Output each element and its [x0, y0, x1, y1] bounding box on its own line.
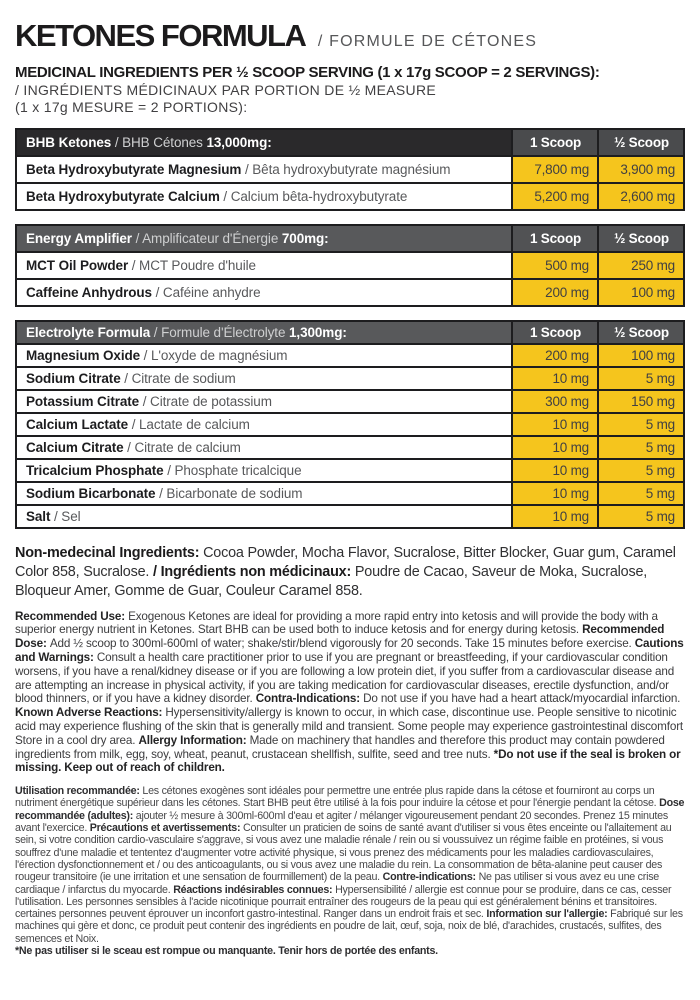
value-cell-half-scoop: 2,600 mg	[598, 183, 684, 210]
medicinal-ingredients-heading-fr: / INGRÉDIENTS MÉDICINAUX PAR PORTION DE ½ MEASURE	[15, 82, 437, 99]
value-cell-1-scoop: 10 mg	[512, 436, 598, 459]
ingredient-name-cell: Tricalcium Phosphate / Phosphate tricalcique	[16, 459, 512, 482]
table-header-row	[16, 129, 684, 156]
table-header-row	[16, 225, 684, 252]
value-cell-half-scoop: 100 mg	[598, 279, 684, 306]
value-cell-half-scoop: 5 mg	[598, 505, 684, 528]
ingredient-name-cell: Potassium Citrate / Citrate de potassium	[16, 390, 512, 413]
table-row	[16, 183, 684, 210]
value-cell-half-scoop: 5 mg	[598, 482, 684, 505]
table-row	[16, 156, 684, 183]
ingredients-table-energy	[15, 224, 685, 307]
ingredient-name-cell: Magnesium Oxide / L'oxyde de magnésium	[16, 344, 512, 367]
table-row	[16, 279, 684, 306]
value-cell-1-scoop: 200 mg	[512, 344, 598, 367]
french-directions-text: Utilisation recommandée: Les cétones exogènes sont idéales pour permettre une entrée plus rapide dans la cétose et fourniront au corps un nutriment énergétique supérieur dans les cétones. Start BHB peut être utilisé à la fois pour induire la cétose et pour l'énergie pendant la cétose. Dose recommandée (adultes): ajouter ½ mesure à 300ml-600ml d'eau et agiter / mélanger vigoureusement pendant 20 secondes. Prenez 15 minutes avant l'exercice. Précautions et avertissements: Consulter un praticien de soins de santé avant d'utiliser si vous êtes enceinte ou l'allaitement au sein, si votre condition cardio-vasculaire s'aggrave, si vous avez une maladie rénale / rein ou si voussuivez un régime faible en protéines, si vous souffrez d'une maladie et tententez d'augmenter votre activité physique, si vous prenez des médicaments pour les maladies cardiovasculaires, l'érection dysfonctionnement et / ou des anticoagulants, ou si vous avez une maladie du rein. La consommation de bêta-alanine peut causer des rougeur transitoire (ie une irritation et une sensation de fourmillement) de la peau. Contre-indications: Ne pas utiliser si vous avez eu une crise cardiaque / infarctus du myocarde. Réactions indésirables connues: Hypersensibilité / allergie est connue pour se produire, dans ce cas, cesser l'utilisation. Les personnes sensibles à l'acide nicotinique pourrait entraîner des rougeurs de la peau qui est généralement bénins et transitoires. certaines personnes peuvent éprouver un inconfort gastro-intestinal. Ranger dans un endroit frais et sec. Information sur l'allergie: Fabriqué sur les machines qui gère et donc, ce produit peut contenir des ingrédients en poudre de lait, œuf, soja, noix de blé, d'arachides, crustacés, sulfites, des semences et Noix.	[15, 785, 685, 945]
medicinal-ingredients-heading: MEDICINAL INGREDIENTS PER ½ SCOOP SERVING (1 x 17g SCOOP = 2 SERVINGS):	[15, 64, 600, 81]
col-header-1-scoop: 1 Scoop	[512, 129, 598, 156]
value-cell-1-scoop: 5,200 mg	[512, 183, 598, 210]
ingredient-name-cell: Calcium Lactate / Lactate de calcium	[16, 413, 512, 436]
ingredient-name-cell: Sodium Bicarbonate / Bicarbonate de sodium	[16, 482, 512, 505]
ingredient-name-cell: Beta Hydroxybutyrate Magnesium / Bêta hydroxybutyrate magnésium	[16, 156, 512, 183]
non-medicinal-ingredients-text: Non-medecinal Ingredients: Cocoa Powder, Mocha Flavor, Sucralose, Bitter Blocker, Guar gum, Caramel Color 858, Sucralose. / Ingrédients non médicinaux: Poudre de Cacao, Saveur de Moka, Sucralose, Bloqueur Amer, Gomme de Guar, Couleur Caramel 858.	[15, 545, 676, 599]
page-title	[15, 18, 685, 54]
value-cell-half-scoop: 150 mg	[598, 390, 684, 413]
ingredients-table-electrolyte	[15, 320, 685, 529]
value-cell-1-scoop: 500 mg	[512, 252, 598, 279]
value-cell-1-scoop: 200 mg	[512, 279, 598, 306]
ingredients-table-bhb	[15, 128, 685, 211]
ingredient-name-cell: Calcium Citrate / Citrate de calcium	[16, 436, 512, 459]
value-cell-1-scoop: 10 mg	[512, 413, 598, 436]
value-cell-half-scoop: 100 mg	[598, 344, 684, 367]
col-header-half-scoop: ½ Scoop	[598, 129, 684, 156]
table-row	[16, 482, 684, 505]
table-row	[16, 252, 684, 279]
table-title-cell: BHB Ketones / BHB Cétones 13,000mg:	[16, 129, 512, 156]
ingredient-name-cell: Beta Hydroxybutyrate Calcium / Calcium bêta-hydroxybutyrate	[16, 183, 512, 210]
table-row	[16, 390, 684, 413]
value-cell-1-scoop: 10 mg	[512, 367, 598, 390]
value-cell-half-scoop: 5 mg	[598, 459, 684, 482]
ingredient-name-cell: Salt / Sel	[16, 505, 512, 528]
value-cell-1-scoop: 10 mg	[512, 505, 598, 528]
value-cell-half-scoop: 5 mg	[598, 413, 684, 436]
table-row	[16, 367, 684, 390]
medicinal-ingredients-heading-fr2: (1 x 17g MESURE = 2 PORTIONS):	[15, 99, 248, 116]
col-header-half-scoop: ½ Scoop	[598, 225, 684, 252]
ingredient-name-cell: Sodium Citrate / Citrate de sodium	[16, 367, 512, 390]
value-cell-half-scoop: 5 mg	[598, 436, 684, 459]
product-title-en: KETONES FORMULA	[15, 18, 306, 53]
value-cell-half-scoop: 250 mg	[598, 252, 684, 279]
english-directions-text: Recommended Use: Exogenous Ketones are ideal for providing a more rapid entry into ketosis and will provide the body with a superior energy nutrient in Ketones. Start BHB can be used both to induce ketosis and for energy during ketosis. Recommended Dose: Add ½ scoop to 300ml-600ml of water; shake/stir/blend vigorously for 20 seconds. Take 15 minutes before exercise. Cautions and Warnings: Consult a health care practitioner prior to use if you are pregnant or breastfeeding, if your cardiovascular condition worsens, if you have a renal/kidney disease or if you are following a low protein diet, if you suffer from a cardiovascular disease and are attempting an increase in physical activity, if you are taking medication for cardiovascular diseases, erectile dysfunction, and/or blood thinners, or if you have a kidney disorder. Contra-Indications: Do not use if you have had a heart attack/myocardial infarction. Known Adverse Reactions: Hypersensitivity/allergy is known to occur, in which case, discontinue use. People sensitive to nicotinic acid may experience flushing of the skin that is generally mild and transient. Some people may experience gastrointestinal discomfort Store in a cool dry area. Allergy Information: Made on machinery that handles and therefore this product may contain powdered ingredients from milk, egg, soy, wheat, peanut, crustacean shellfish, sulfite, seed and tree nuts. *Do not use if the seal is broken or missing. Keep out of reach of children.	[15, 609, 684, 775]
supplement-tables	[15, 128, 685, 529]
table-row	[16, 505, 684, 528]
table-header-row	[16, 321, 684, 344]
table-row	[16, 344, 684, 367]
col-header-half-scoop: ½ Scoop	[598, 321, 684, 344]
value-cell-half-scoop: 5 mg	[598, 367, 684, 390]
value-cell-1-scoop: 10 mg	[512, 482, 598, 505]
french-warning-line: *Ne pas utiliser si le sceau est rompue ou manquante. Tenir hors de portée des enfants.	[15, 945, 438, 958]
value-cell-1-scoop: 7,800 mg	[512, 156, 598, 183]
product-title-fr: / FORMULE DE CÉTONES	[317, 33, 538, 50]
ingredient-name-cell: Caffeine Anhydrous / Caféine anhydre	[16, 279, 512, 306]
value-cell-1-scoop: 10 mg	[512, 459, 598, 482]
table-title-cell: Electrolyte Formula / Formule d'Électrolyte 1,300mg:	[16, 321, 512, 344]
ingredient-name-cell: MCT Oil Powder / MCT Poudre d'huile	[16, 252, 512, 279]
col-header-1-scoop: 1 Scoop	[512, 321, 598, 344]
table-row	[16, 413, 684, 436]
table-title-cell: Energy Amplifier / Amplificateur d'Énergie 700mg:	[16, 225, 512, 252]
value-cell-1-scoop: 300 mg	[512, 390, 598, 413]
table-row	[16, 436, 684, 459]
table-row	[16, 459, 684, 482]
value-cell-half-scoop: 3,900 mg	[598, 156, 684, 183]
col-header-1-scoop: 1 Scoop	[512, 225, 598, 252]
